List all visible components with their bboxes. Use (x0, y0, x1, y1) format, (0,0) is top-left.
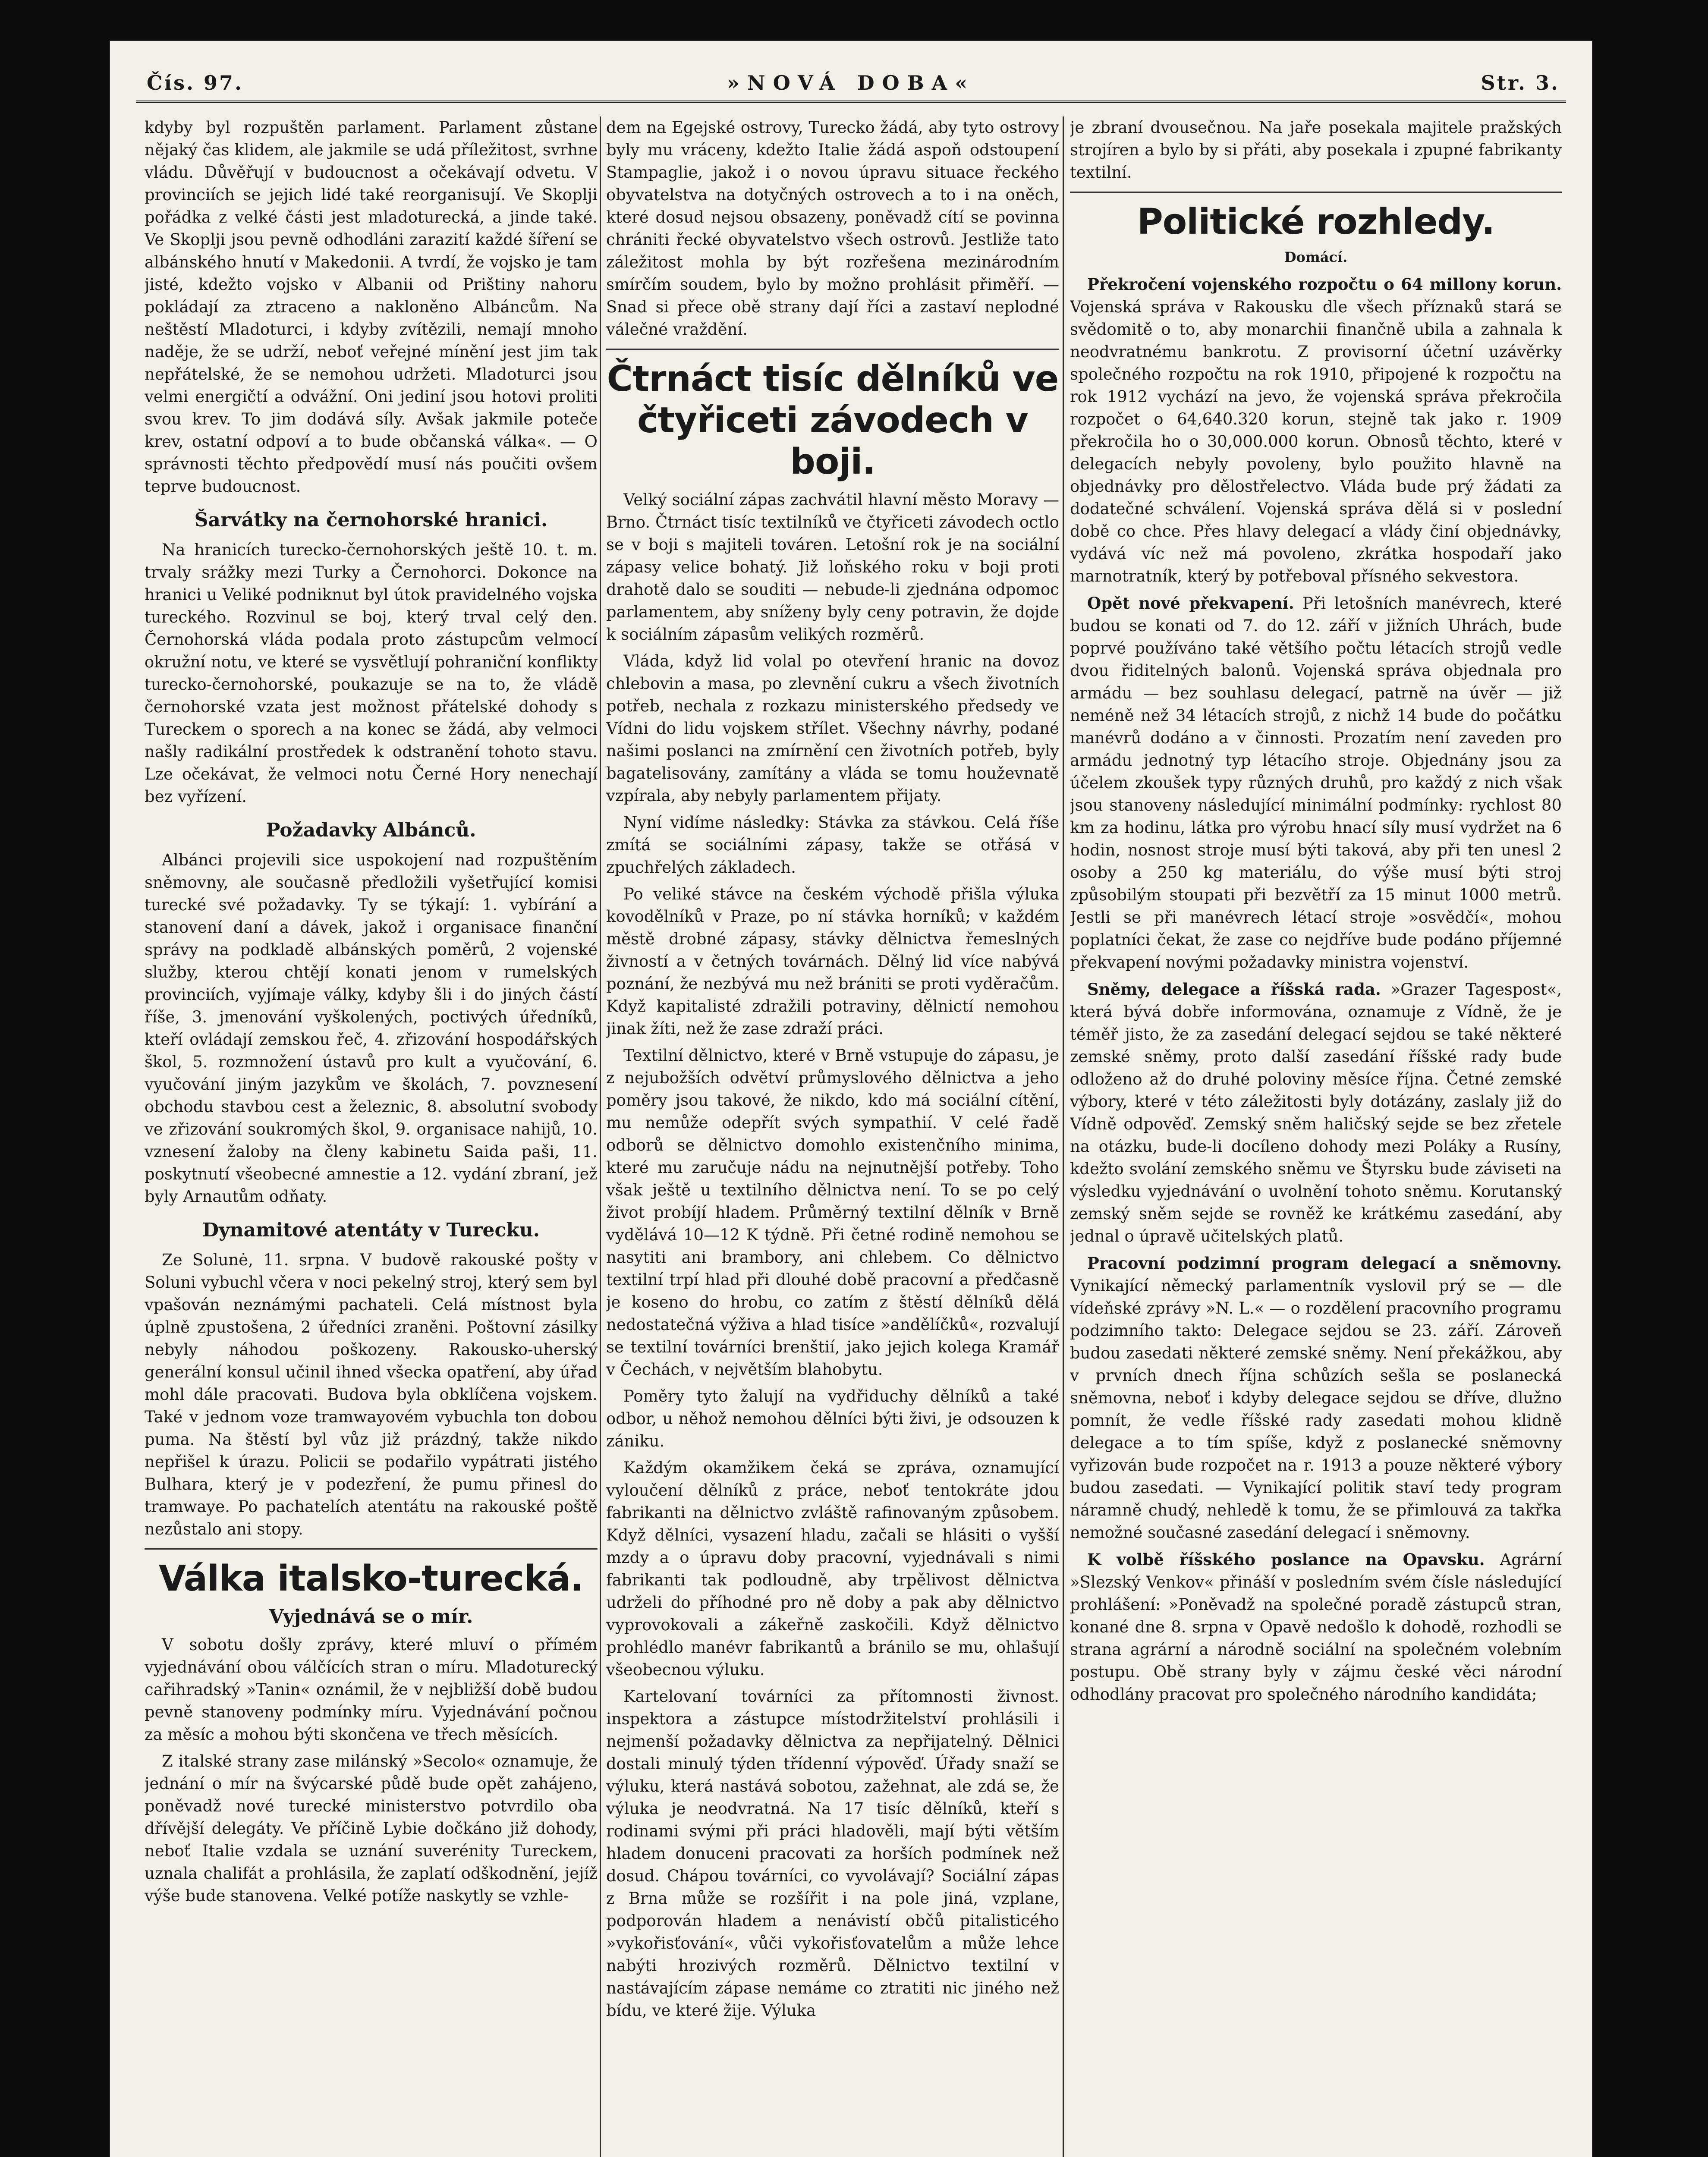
column-divider (600, 116, 601, 2157)
news-item-text: Při letošních manévrech, které budou se konati od 7. do 12. září v jižních Uhrách, bude poprvé používáno také většího počtu létacích strojů vedle dvou řiditelných balonů. Vojenská správa objednala pro armádu — bez souhlasu delegací, patrně na úvěr — již neméně než 34 létacích strojů, z nichž 14 bude do počátku manévrů dodáno a v činnosti. Prozatím není zaveden pro armádu jednotný typ létacího stroje. Objednány jsou za účelem zkoušek typy různých druhů, pro každý z nich však jsou stanoveny následující minimální podmínky: rychlost 80 km za hodinu, látka pro výrobu hnací síly musí vydržet na 6 hodin, nosnost stroje musí býti taková, aby při ten unesl 2 osoby a 250 kg materiálu, do výše musí býti stroj způsobilým stoupati při bezvětří za 15 minut 1000 metrů. Jestli se při manévrech létací stroje »osvědčí«, mohou poplatníci čekat, že zase co nejdříve bude podáno příjemné překvapení novými požadavky ministra vojenství. (1070, 594, 1562, 972)
article-text: Velký sociální zápas zachvátil hlavní město Moravy — Brno. Čtrnáct tisíc textilníků ve čtyřiceti závodech octlo se v boji s majiteli továren. Letošní rok je na sociální zápasy velice bohatý. Již loňského roku v boji proti drahotě dalo se souditi — nebude-li zjednána odpomoc parlamentem, aby sníženy byly ceny potravin, že dojde k sociálním zápasům velikých rozměrů. (606, 491, 1059, 644)
article-text: Ze Solunė, 11. srpna. V budově rakouské pošty v Soluni vybuchl včera v noci pekelný stroj, který sem byl vpašován neznámými pachateli. Celá místnost byla úplně zpustošena, 2 úředníci zraněni. Poštovní zásilky nebyly náhodou poškozeny. Rakousko-uherský generální konsul učinil ihned všecka opatření, aby úřad mohl dále pracovati. Budova byla obklíčena vojskem. Také v jednom voze tramwayovém vybuchla ton dobou puma. Na štěstí byl vůz již prázdný, takže nikdo nepřišel k úrazu. Policii se podařilo vypátrati jistého Bulhara, který je v podezření, že pumu přinesl do tramwaye. Po pachatelích atentátu na rakouské poště nezůstalo ani stopy. (145, 1251, 598, 1538)
news-item-lead: Pracovní podzimní program delegací a sněmovny. (1087, 1254, 1562, 1273)
article-text: Nyní vidíme následky: Stávka za stávkou. Celá říše zmítá se sociálními zápasy, takže se otřásá v zpuchřelých základech. (606, 813, 1059, 877)
news-item-text: Vojenská správa v Rakousku dle všech příznaků stará se svědomitě o to, aby monarchii finančně ubila a zahnala k neodvratnému bankrotu. Z provisorní účetní uzávěrky společného rozpočtu na rok 1910, připojené k rozpočtu na rok 1912 vychází na jevo, že vojenská správa překročila rozpočet o 64,640.320 korun, stejně tak jako r. 1909 překročila ho o 30,000.000 korun. Obnosů těchto, které v delegacích nebyly povoleny, bylo použito hlavně na objednávky pro dělostřelectvo. Vláda bude prý žádati za dodatečné schválení. Vojenská správa dělá si v poslední době co chce. Přes hlavy delegací a vlády činí objednávky, vydává víc než má povoleno, zkrátka hospodaří jako marnotratník, který by potřeboval přísného sekvestora. (1070, 298, 1562, 585)
article-body (606, 489, 1059, 2022)
news-item (1070, 1252, 1562, 1544)
article-text: Poměry tyto žalují na vydřiduchy dělníků a také odbor, u něhož nemohou dělníci býti živi, je odsouzen k zániku. (606, 1387, 1059, 1450)
news-item-lead: Překročení vojenského rozpočtu o 64 millony korun. (1087, 275, 1562, 294)
section-rule (1070, 192, 1562, 193)
news-item (1070, 978, 1562, 1248)
column-3 (1070, 116, 1562, 2157)
article-text: Textilní dělnictvo, které v Brně vstupuje do zápasu, je z nejubožších odvětví průmyslového dělnictva a jeho poměry jsou takové, že nikdo, kdo má sociální cítění, mu nemůže odepřít svých sympathií. V celé řadě odborů se dělnictvo domohlo existenčního minima, které mu zaručuje nádu na nejnutnější potřeby. Toho však ještě u textilního dělnictva není. To se po celý život probíjí hladem. Průměrný textilní dělník v Brně vydělává 10—12 K týdně. Při četné rodině nemohou se nasytiti ani brambory, ani chlebem. Co dělnictvo textilní trpí hlad při dlouhé době pracovní a předčasně je koseno do hrobu, co zatím z štěstí dělníků dělá nedostatečná výživa a hlad tisíce »andělíčků«, rozvalují se textilní továrníci brenštií, jako jejich kolega Kramář v Čechách, v největším blahobytu. (606, 1046, 1059, 1379)
article-text: Na hranicích turecko-černohorských ještě 10. t. m. trvaly srážky mezi Turky a Černohorci. Dokonce na hranici u Veliké podniknut byl útok pravidelného vojska tureckého. Rozvinul se boj, který trval celý den. Černohorská vláda podala proto zástupcům velmocí okružní notu, ve které se vysvětlují pohraniční konflikty turecko-černohorské, poukazuje se na to, že vládě černohorské vzata jest možnost přátelské dohody s Tureckem o sporech a na konec se žádá, aby velmoci našly radikální prostředek k odstranění tohoto stavu. Lze očekávat, že velmoci notu Černé Hory nenechají bez vyřízení. (145, 541, 598, 806)
article-text: kdyby byl rozpuštěn parlament. Parlament zůstane nějaký čas klidem, ale jakmile se udá příležitost, svrhne vládu. Důvěřují v budoucnost a očekávají odvetu. V provinciích se jejich lidé také reorganisují. Ve Skoplji pořádka z velké části jest mladoturecká, a jinde také. Ve Skoplji jsou pevně odhodláni zarazití každé šíření se albánského hnutí v Makedonii. A tvrdí, že vojsko je tam jisté, kdežto vojsko v Albanii od Prištiny nahoru pokládají za ztraceno a nakloněno Albáncům. Na neštěstí Mladoturci, i kdyby zvítězili, nemají mnoho naděje, že se udrží, neboť veřejné mínění jest jim tak nepřátelské, že se nemohou udržeti. Mladoturci jsou velmi energičtí a odvážní. Oni jediní jsou hotovi proliti svou krev. To jim dodává síly. Avšak jakmile poteče krev, ostatní odpoví a to bude občanská válka«. — O správnosti těchto předpovědí musí nás poučiti ovšem teprve budoucnost. (145, 118, 598, 496)
news-item-text: Agrární »Slezský Venkov« přináší v posledním svém čísle následující prohlášení: »Poněvadž na společné poradě zástupců stran, konané dne 8. srpna v Opavě nedošlo k dohodě, rozhodli se strana agrární a národně sociální na společném volebním postupu. Obě strany byly v zájmu české věci národní odhodlány pracovat pro společného národního kandidáta; (1070, 1550, 1562, 1704)
news-item-lead: Opět nové překvapení. (1087, 594, 1294, 613)
news-item (1070, 1548, 1562, 1706)
newspaper-page (110, 41, 1592, 2157)
article-text: dem na Egejské ostrovy, Turecko žádá, aby tyto ostrovy byly mu vráceny, kdežto Italie žádá aspoň odstoupení Stampaglie, jakož i o novou úpravu situace řeckého obyvatelstva na dotyčných ostrovech a to i na oněch, které dosud nejsou obsazeny, poněvadž cítí se povinna chrániti řecké obyvatelstvo všech ostrovů. Jestliže tato záležitost mohla by být rozřešena mezinárodním smírčím soudem, bylo by možno prohlásit přiměří. — Snad si přece obě strany dají říci a zastaví neplodné válečné vraždění. (606, 118, 1059, 339)
article-text: Kartelovaní továrníci za přítomnosti živnost. inspektora a zástupce místodržitelství prohlásili i nejmenší požadavky dělnictva za nepřijatelný. Dělnici dostali minulý týden třídenní výpověď. Úřady snaží se výluku, která nastává sobotou, zažehnat, ale zdá se, že výluka je neodvratná. Na 17 tisíc dělníků, kteří s rodinami svými při práci hladověli, mají býti větším hladem donuceni pracovati za horších podmínek než dosud. Chápou továrníci, co vyvolávají? Sociální zápas z Brna může se rozšířit i na pole jiná, vzplane, podporován hladem a nenávistí občů pitalisticého »vykořisťování«, vůči vykořisťovatelům a může lehce nabýti hrozivých rozměrů. Dělnictvo textilní v nastávajícím zápase nemáme co ztratiti nic jiného než bídu, ve které žije. Výluka (606, 1687, 1059, 2020)
column-divider (1063, 116, 1064, 2157)
column-1 (145, 116, 598, 2157)
news-item (1070, 273, 1562, 588)
article-text: je zbraní dvousečnou. Na jaře posekala majitele pražských strojíren a bylo by si přáti, aby posekala i zpupné fabrikanty textilní. (1070, 118, 1562, 182)
news-item-text: »Grazer Tagespost«, která bývá dobře informována, oznamuje z Vídně, že je téměř jisto, že za zasedání delegací sejdou se také některé zemské sněmy, proto další zasedání říšské rady bude odloženo až do druhé poloviny měsíce října. Četné zemské výbory, které v této záležitosti byly dotázány, zaslaly již do Vídně odpověď. Zemský sněm haličský sejde se bez zřetele na otázku, bude-li docíleno dohody mezi Poláky a Rusíny, kdežto svolání zemského sněmu ve Štyrsku bude záviseti na výsledku vyjednávání o uvolnění tohoto sněmu. Korutanský zemský sněm sejde se rovněž ke krátkému zasedání, aby jednal o úpravě učitelských platů. (1070, 980, 1562, 1245)
masthead-title: »NOVÁ DOBA« (727, 71, 975, 94)
section-rule (606, 349, 1059, 350)
article-text: Vláda, když lid volal po otevření hranic na dovoz chlebovin a masa, po zlevnění cukru a všech životních potřeb, nechala z rozkazu ministerského předsedy ve Vídni do lidu vojskem střílet. Všechny návrhy, podané našimi poslanci na zmírnění cen životních potřeb, byly bagatelisovány, zamítány a vláda se tomu houževnatě vzpírala, aby nebyly parlamentem přijaty. (606, 652, 1059, 805)
page-number: Str. 3. (1481, 71, 1560, 94)
news-item-lead: Sněmy, delegace a říšská rada. (1087, 980, 1381, 999)
article-text: Albánci projevili sice uspokojení nad rozpuštěním sněmovny, ale současně předložili vyšetřující komisi turecké své požadavky. Ty se týkají: 1. vybírání a stanovení daní a dávek, jakož i organisace finanční správy na podkladě albánských poměrů, 2 vojenské služby, kterou chtějí konati jenom v rumelských provinciích, vyjímaje války, kdyby šli i do jiných částí říše, 3. jmenování vyškolených, poctivých úředníků, kteří ovládají zemskou řeč, 4. zřizování hospodářských škol, 5. rozmnožení ústavů pro kult a vyučování, 6. vyučování jiným jazykům ve školách, 7. povznesení obchodu stavbou cest a železnic, 8. absolutní svobody ve zřizování soukromých škol, 9. organisace nahijů, 10. vznesení žaloby na členy kabinetu Saida paši, 11. poskytnutí všeobecné amnestie a 12. vydání zbraní, jež byly Arnautům odňaty. (145, 851, 598, 1206)
article-text: V sobotu došly zprávy, které mluví o přímém vyjednávání obou válčících stran o míru. Mladoturecký cařihradský »Tanin« oznámil, že v nejbližší době budou pevně stanoveny podmínky míru. Vyjednávání počnou za měsíc a mohou býti skončena ve třech měsících. (145, 1635, 598, 1744)
section-headline: Politické rozhledy. (1137, 201, 1495, 242)
article-text: Z italské strany zase milánský »Secolo« oznamuje, že jednání o mír na švýcarské půdě bude opět zahájeno, poněvadž nové turecké ministerstvo potvrdilo oba dřívější delegáty. Ve příčině Lybie dočkáno již dohody, neboť Italie vzdala se uznání suverénity Tureckem, uznala chalifát a prohlásila, že zaplatí odškodnění, jejíž výše bude stanovena. Velké potíže naskytly se vzhle- (145, 1752, 598, 1905)
news-item (1070, 592, 1562, 974)
subsection-label: Domácí. (1284, 249, 1348, 265)
news-item-text: Vynikající německý parlamentník vyslovil prý se — dle vídeňské zprávy »N. L.« — o rozdělení pracovního programu podzimního takto: Delegace sejdou se 23. září. Zároveň budou zasedati některé zemské sněmy. Není překážkou, aby v prvních dnech října schůzích sešla se poslanecká sněmovna, neboť i kdyby delegace sejdou se dříve, dlužno pomnít, že vedle říšské rady zasedati mohou klidně delegace a to tím spíše, když z poslanecké sněmovny vyřizován bude rozpočet na r. 1913 a pouze některé výbory budou zasedati. — Vynikající politik staví tedy program náramně chudý, nehledě k tomu, že se přimlouvá za takřka nemožné současné zasedání delegací i sněmovny. (1070, 1277, 1562, 1542)
article-headline: Čtrnáct tisíc dělníků ve čtyřiceti závodech v boji. (607, 358, 1059, 482)
section-heading: Požadavky Albánců. (266, 819, 476, 841)
column-2 (606, 116, 1059, 2157)
page-header (123, 71, 1579, 110)
article-headline: Válka italsko-turecká. (158, 1558, 584, 1599)
section-rule (145, 1548, 598, 1550)
article-text: Každým okamžikem čeká se zpráva, oznamující vyloučení dělníků z práce, neboť tentokráte jdou fabrikanti na dělnictvo zvláště rafinovaným způsobem. Když dělníci, vysazení hladu, začali se hlásiti o vyšší mzdy a o úpravu doby pracovní, vyjednávali s nimi fabrikanti tak podloudně, aby trpělivost dělnictva udrželi do příhodné pro ně doby a pak aby dělnictvo vyprovokovali a zákeřně zaskočili. Když dělnictvo prohlédlo manévr fabrikantů a bránilo se mu, ohlašují všeobecnou výluku. (606, 1459, 1059, 1679)
news-items (1070, 273, 1562, 1706)
header-divider (136, 101, 1566, 103)
article-text: Po veliké stávce na českém východě přišla výluka kovodělníků v Praze, po ní stávka horníků; v každém městě drobné zápasy, stávky dělnictva řemeslných živností a v četných továrnách. Dělný lid více nabývá poznání, že nezbývá mu než brániti se proti vyděračům. Když kapitalisté zdražili potraviny, dělnictí nemohou jinak žíti, než že zase zdraží práci. (606, 885, 1059, 1038)
news-item-lead: K volbě říšského poslance na Opavsku. (1087, 1550, 1485, 1569)
subheading: Vyjednává se o mír. (269, 1606, 473, 1628)
section-heading: Dynamitové atentáty v Turecku. (202, 1219, 540, 1241)
section-heading: Šarvátky na černohorské hranici. (194, 509, 548, 531)
issue-number: Čís. 97. (147, 71, 244, 94)
